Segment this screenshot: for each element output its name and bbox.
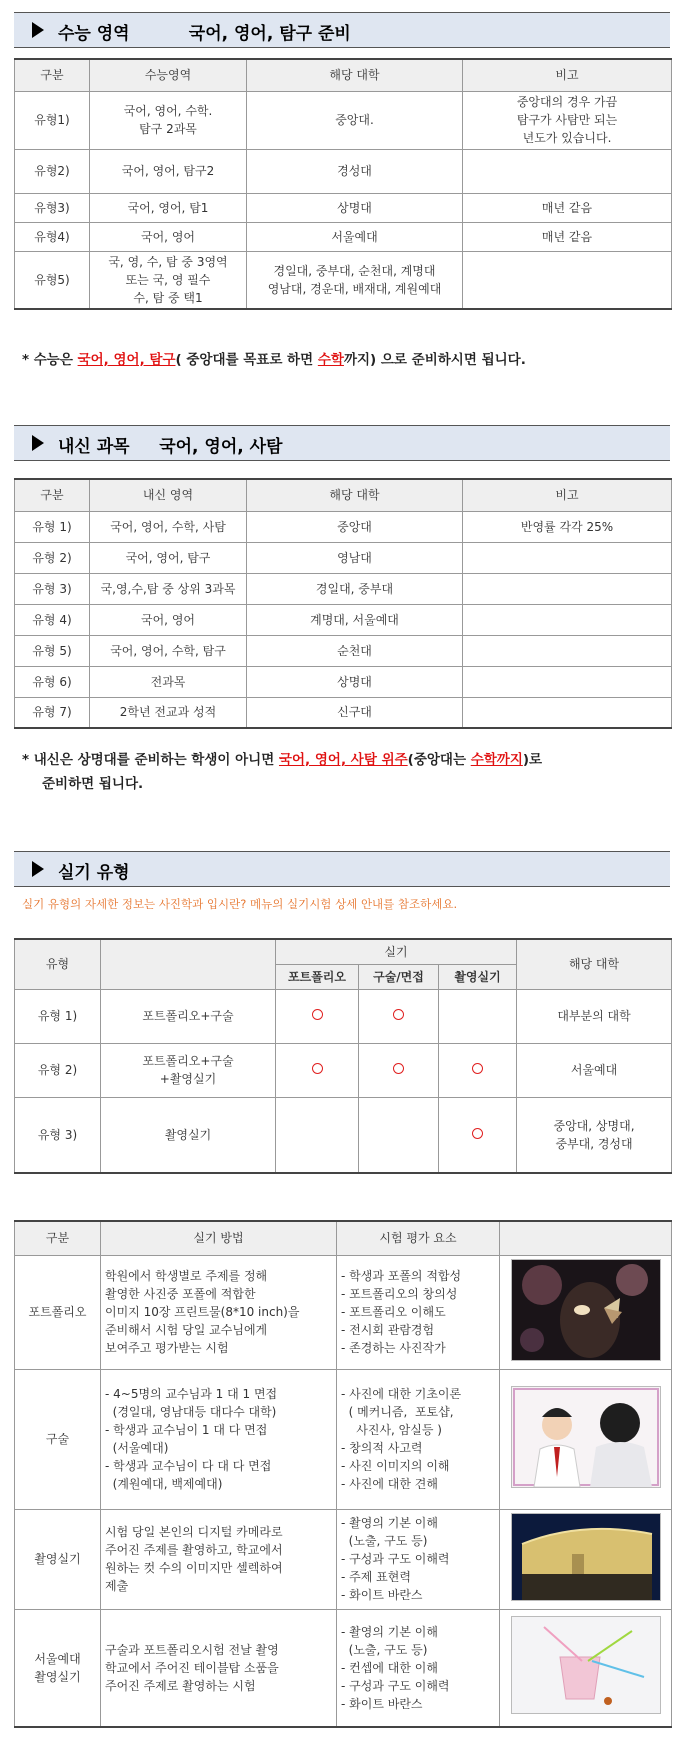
section-header-suneung — [14, 12, 670, 48]
area-cell: 국어, 영어, 탐1 — [90, 193, 247, 222]
univ-cell: 순천대 — [247, 635, 463, 666]
table-row — [15, 573, 672, 604]
note-cell: 매년 같음 — [463, 193, 672, 222]
univ-cell: 영남대 — [247, 542, 463, 573]
area-cell: 국어, 영어 — [90, 222, 247, 251]
shoot-cell — [439, 1043, 517, 1097]
univ-cell: 대부분의 대학 — [517, 989, 672, 1043]
type-cell: 유형4) — [15, 222, 90, 251]
criteria-cell: - 학생과 포폴의 적합성 - 포트폴리오의 창의성 - 포트폴리오 이해도 - 전시회 관람경험 - 존경하는 사진작가 — [337, 1255, 500, 1369]
portfolio-cell — [276, 989, 359, 1043]
type-cell: 유형 1) — [15, 511, 90, 542]
section-title: 내신 과목 국어, 영어, 사탐 — [58, 437, 283, 457]
type-cell: 유형 5) — [15, 635, 90, 666]
type-cell: 촬영실기 — [15, 1509, 101, 1609]
circle-mark-icon — [472, 1063, 483, 1074]
interview-photo-icon — [511, 1386, 661, 1488]
silgi-type-table — [14, 938, 672, 1174]
note-cell: 반영률 각각 25% — [463, 511, 672, 542]
method-cell: - 4~5명의 교수님과 1 대 1 면접 (경일대, 영남대등 대다수 대학) - 학생과 교수님이 1 대 다 면접 (서울예대) - 학생과 교수님이 다 대 다 면접 (계원예대, 백제예대) — [101, 1369, 337, 1509]
portfolio-cell — [276, 1097, 359, 1173]
circle-mark-icon — [393, 1063, 404, 1074]
note-cell — [463, 542, 672, 573]
type-cell: 유형 3) — [15, 573, 90, 604]
col-header: 실기 방법 — [101, 1221, 337, 1255]
oral-cell — [359, 989, 439, 1043]
oral-cell — [359, 1043, 439, 1097]
image-cell — [500, 1609, 672, 1727]
table-row — [15, 251, 672, 309]
suneung-table — [14, 58, 672, 310]
type-cell: 포트폴리오 — [15, 1255, 101, 1369]
tabletop-photo-icon — [511, 1616, 661, 1714]
note-cell — [463, 149, 672, 193]
col-header-empty — [101, 939, 276, 989]
col-header-empty — [500, 1221, 672, 1255]
note-cell: 중앙대의 경우 가끔 탐구가 사탐만 되는 년도가 있습니다. — [463, 91, 672, 149]
section-title: 수능 영역 국어, 영어, 탐구 준비 — [58, 24, 351, 44]
criteria-cell: - 촬영의 기본 이해 (노출, 구도 등) - 구성과 구도 이해력 - 주제 표현력 - 화이트 바란스 — [337, 1509, 500, 1609]
area-cell: 국어, 영어, 수학. 탐구 2과목 — [90, 91, 247, 149]
univ-cell: 상명대 — [247, 193, 463, 222]
col-header: 구분 — [15, 59, 90, 91]
criteria-cell: - 사진에 대한 기초이론 ( 메커니즘, 포토샵, 사진사, 암실등 ) - 창의적 사고력 - 사진 이미지의 이해 - 사진에 대한 견해 — [337, 1369, 500, 1509]
col-header: 해당 대학 — [247, 479, 463, 511]
table-row — [15, 91, 672, 149]
table-row — [15, 989, 672, 1043]
shoot-cell — [439, 989, 517, 1043]
table-row — [15, 635, 672, 666]
univ-cell: 계명대, 서울예대 — [247, 604, 463, 635]
note-cell — [463, 573, 672, 604]
table-row — [15, 149, 672, 193]
image-cell — [500, 1255, 672, 1369]
type-cell: 유형2) — [15, 149, 90, 193]
univ-cell: 중앙대, 상명대, 중부대, 경성대 — [517, 1097, 672, 1173]
note-cell: 매년 같음 — [463, 222, 672, 251]
univ-cell: 경성대 — [247, 149, 463, 193]
method-cell: 포트폴리오+구술 +촬영실기 — [101, 1043, 276, 1097]
section-header-silgi — [14, 851, 670, 887]
method-cell: 촬영실기 — [101, 1097, 276, 1173]
silgi-method-table — [14, 1220, 672, 1728]
univ-cell: 경일대, 중부대, 순천대, 계명대 영남대, 경운대, 배재대, 계원예대 — [247, 251, 463, 309]
univ-cell: 경일대, 중부대 — [247, 573, 463, 604]
type-cell: 유형 1) — [15, 989, 101, 1043]
type-cell: 유형 3) — [15, 1097, 101, 1173]
section-title: 실기 유형 — [58, 863, 130, 883]
suneung-note: * 수능은 국어, 영어, 탐구( 중앙대를 목표로 하면 수학까지) 으로 준비하시면 됩니다. — [22, 352, 526, 368]
butterfly-photo-icon — [511, 1259, 661, 1361]
univ-cell: 서울예대 — [517, 1043, 672, 1097]
circle-mark-icon — [312, 1009, 323, 1020]
sub-header: 구술/면접 — [359, 964, 439, 989]
col-header: 수능영역 — [90, 59, 247, 91]
area-cell: 국,영,수,탐 중 상위 3과목 — [90, 573, 247, 604]
col-header: 비고 — [463, 59, 672, 91]
area-cell: 국어, 영어, 수학, 사탐 — [90, 511, 247, 542]
univ-cell: 신구대 — [247, 697, 463, 728]
type-cell: 유형3) — [15, 193, 90, 222]
table-row — [15, 193, 672, 222]
univ-cell: 중앙대. — [247, 91, 463, 149]
col-header: 내신 영역 — [90, 479, 247, 511]
sub-header: 포트폴리오 — [276, 964, 359, 989]
univ-cell: 서울예대 — [247, 222, 463, 251]
table-row — [15, 1255, 672, 1369]
triangle-right-icon — [32, 22, 44, 38]
type-cell: 유형 2) — [15, 1043, 101, 1097]
area-cell: 국어, 영어 — [90, 604, 247, 635]
table-row — [15, 666, 672, 697]
table-row — [15, 1609, 672, 1727]
area-cell: 국어, 영어, 탐구2 — [90, 149, 247, 193]
portfolio-cell — [276, 1043, 359, 1097]
type-cell: 유형5) — [15, 251, 90, 309]
note-cell — [463, 697, 672, 728]
table-row — [15, 1369, 672, 1509]
area-cell: 국어, 영어, 수학, 탐구 — [90, 635, 247, 666]
col-header: 실기 — [276, 939, 517, 964]
shoot-cell — [439, 1097, 517, 1173]
building-photo-icon — [511, 1513, 661, 1601]
col-header: 구분 — [15, 1221, 101, 1255]
area-cell: 국, 영, 수, 탐 중 3영역 또는 국, 영 필수 수, 탐 중 택1 — [90, 251, 247, 309]
type-cell: 유형 7) — [15, 697, 90, 728]
univ-cell: 상명대 — [247, 666, 463, 697]
circle-mark-icon — [393, 1009, 404, 1020]
table-row — [15, 697, 672, 728]
section-header-naesin — [14, 425, 670, 461]
note-cell — [463, 635, 672, 666]
sub-header: 촬영실기 — [439, 964, 517, 989]
method-cell: 포트폴리오+구술 — [101, 989, 276, 1043]
col-header: 해당 대학 — [517, 939, 672, 989]
type-cell: 유형 4) — [15, 604, 90, 635]
note-cell — [463, 251, 672, 309]
note-cell — [463, 666, 672, 697]
table-row — [15, 511, 672, 542]
table-row — [15, 1509, 672, 1609]
image-cell — [500, 1509, 672, 1609]
type-cell: 유형 2) — [15, 542, 90, 573]
triangle-right-icon — [32, 435, 44, 451]
naesin-table — [14, 478, 672, 729]
circle-mark-icon — [312, 1063, 323, 1074]
type-cell: 구술 — [15, 1369, 101, 1509]
image-cell — [500, 1369, 672, 1509]
col-header: 해당 대학 — [247, 59, 463, 91]
info-text: 실기 유형의 자세한 정보는 사진학과 입시란? 메뉴의 실기시험 상세 안내를 참조하세요. — [22, 897, 458, 911]
col-header: 시험 평가 요소 — [337, 1221, 500, 1255]
table-row — [15, 604, 672, 635]
method-cell: 시험 당일 본인의 디지털 카메라로 주어진 주제를 촬영하고, 학교에서 원하는 컷 수의 이미지만 셀렉하여 제출 — [101, 1509, 337, 1609]
triangle-right-icon — [32, 861, 44, 877]
type-cell: 서울예대 촬영실기 — [15, 1609, 101, 1727]
criteria-cell: - 촬영의 기본 이해 (노출, 구도 등) - 컨셉에 대한 이해 - 구성과 구도 이해력 - 화이트 바란스 — [337, 1609, 500, 1727]
col-header: 비고 — [463, 479, 672, 511]
naesin-note: * 내신은 상명대를 준비하는 학생이 아니면 국어, 영어, 사탐 위주(중앙대는 수학까지)로 준비하면 됩니다. — [22, 752, 543, 792]
table-row — [15, 542, 672, 573]
col-header: 구분 — [15, 479, 90, 511]
type-cell: 유형 6) — [15, 666, 90, 697]
table-row — [15, 222, 672, 251]
table-row — [15, 1043, 672, 1097]
table-row — [15, 1097, 672, 1173]
area-cell: 국어, 영어, 탐구 — [90, 542, 247, 573]
area-cell: 전과목 — [90, 666, 247, 697]
circle-mark-icon — [472, 1128, 483, 1139]
method-cell: 학원에서 학생별로 주제를 정해 촬영한 사진중 포폴에 적합한 이미지 10장 프린트물(8*10 inch)을 준비해서 시험 당일 교수님에게 보여주고 평가받는 시험 — [101, 1255, 337, 1369]
note-cell — [463, 604, 672, 635]
area-cell: 2학년 전교과 성적 — [90, 697, 247, 728]
univ-cell: 중앙대 — [247, 511, 463, 542]
oral-cell — [359, 1097, 439, 1173]
method-cell: 구술과 포트폴리오시험 전날 촬영 학교에서 주어진 테이블탑 소품을 주어진 주제로 촬영하는 시험 — [101, 1609, 337, 1727]
type-cell: 유형1) — [15, 91, 90, 149]
col-header: 유형 — [15, 939, 101, 989]
